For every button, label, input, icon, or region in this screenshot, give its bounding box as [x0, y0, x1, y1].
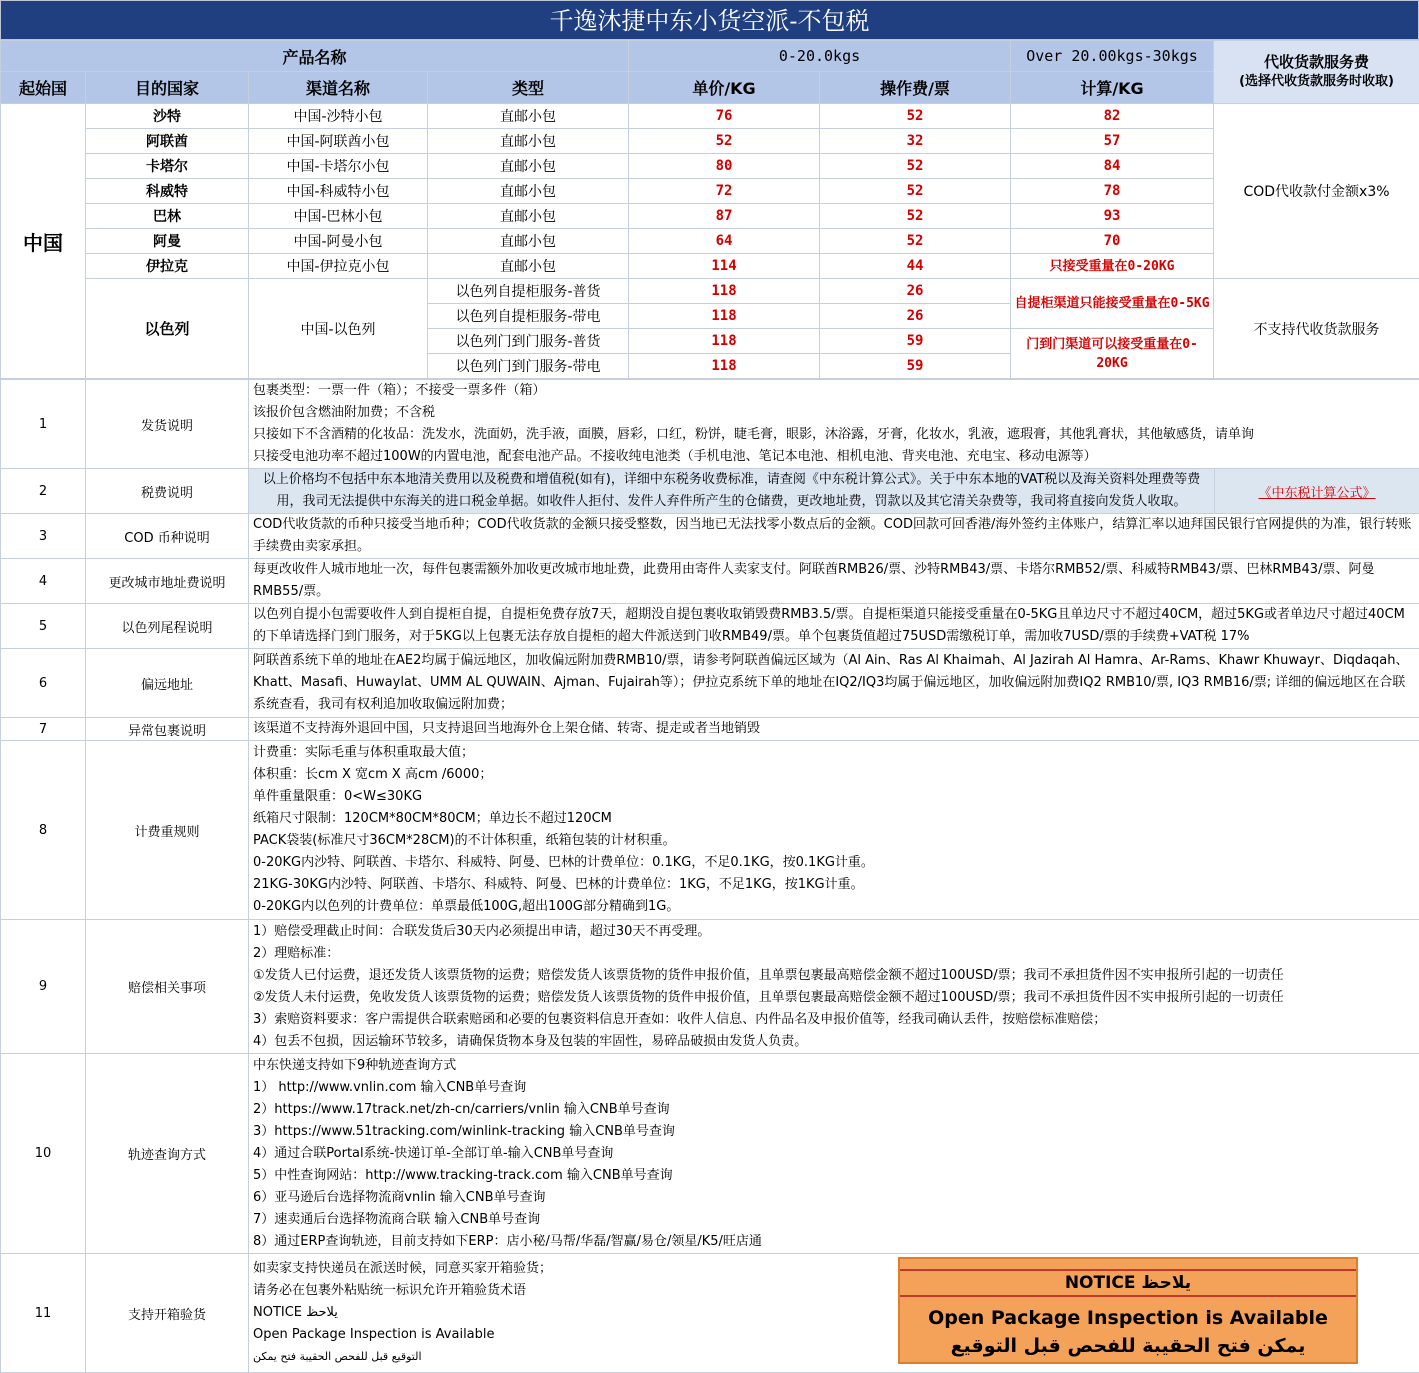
fee-cell: 44	[820, 254, 1011, 279]
israel-door-note: 门到门渠道可以接受重量在0-20KG	[1011, 329, 1214, 379]
note-content	[249, 380, 1419, 469]
type-cell: 以色列门到门服务-带电	[428, 354, 629, 379]
note-line: 单件重量限重：0<W≤30KG	[253, 786, 1415, 808]
note-line: 4）包丢不包损，因运输环节较多，请确保货物本身及包装的牢固性，易碎品破损由发货人负责。	[253, 1031, 1415, 1053]
origin-header: 起始国	[1, 72, 86, 104]
calc-header: 计算/KG	[1011, 72, 1214, 104]
note-line: ①发货人已付运费，退还发货人该票货物的运费；赔偿发货人该票货物的货件申报价值，且单票包裹最高赔偿金额不超过100USD/票；我司不承担货件因不实申报所引起的一切责任	[253, 965, 1415, 987]
fee-cell: 32	[820, 129, 1011, 154]
cod-gulf-cell: COD代收款付金额x3%	[1214, 104, 1419, 279]
note-line: 0-20KG内以色列的计费单位：单票最低100G,超出100G部分精确到1G。	[253, 896, 1415, 918]
note-line: التوقيع قبل للفحص الحقيبة فتح يمكن	[253, 1346, 1415, 1368]
notice-label-sample	[898, 1257, 1358, 1364]
note-line: 只接如下不含酒精的化妆品：洗发水，洗面奶，洗手液，面膜，唇彩，口红，粉饼，睫毛膏，眼影，沐浴露，牙膏，化妆水，乳液，遮瑕膏，其他乳膏状，其他敏感货，请单询	[253, 424, 1415, 446]
note-label: COD 币种说明	[86, 514, 249, 559]
price-cell: 80	[629, 154, 820, 179]
channel-cell: 中国-伊拉克小包	[249, 254, 428, 279]
type-cell: 以色列自提柜服务-普货	[428, 279, 629, 304]
type-cell: 直邮小包	[428, 179, 629, 204]
note-content	[249, 1054, 1419, 1254]
type-cell: 直邮小包	[428, 104, 629, 129]
dest-cell: 巴林	[86, 204, 249, 229]
note-line: 6）亚马逊后台选择物流商vnlin 输入CNB单号查询	[253, 1187, 1415, 1209]
note-line: 体积重：长cm X 宽cm X 高cm /6000；	[253, 764, 1415, 786]
note-line: PACK袋装(标准尺寸36CM*28CM)的不计体积重，纸箱包装的计材积重。	[253, 830, 1415, 852]
note-label: 支持开箱验货	[86, 1254, 249, 1373]
tax-formula-link[interactable]: 《中东税计算公式》	[1215, 469, 1419, 514]
weight-band-1-header: 0-20.0kgs	[629, 41, 1011, 72]
note-number: 9	[1, 920, 86, 1054]
price-cell: 118	[629, 354, 820, 379]
note-label: 以色列尾程说明	[86, 604, 249, 649]
note-label: 发货说明	[86, 380, 249, 469]
note-number: 1	[1, 380, 86, 469]
fee-cell: 26	[820, 279, 1011, 304]
page-title: 千逸沐捷中东小货空派-不包税	[0, 0, 1419, 40]
product-name-header: 产品名称	[1, 41, 629, 72]
note-number: 11	[1, 1254, 86, 1373]
israel-locker-note: 自提柜渠道只能接受重量在0-5KG	[1011, 279, 1214, 329]
note-line: 该报价包含燃油附加费；不含税	[253, 402, 1415, 424]
note-label: 偏远地址	[86, 649, 249, 718]
note-line: 计费重：实际毛重与体积重取最大值；	[253, 742, 1415, 764]
channel-header: 渠道名称	[249, 72, 428, 104]
type-cell: 直邮小包	[428, 204, 629, 229]
dest-cell: 伊拉克	[86, 254, 249, 279]
calc-cell: 57	[1011, 129, 1214, 154]
notice-heading: NOTICE يلاحظ	[900, 1269, 1356, 1297]
note-label: 赔偿相关事项	[86, 920, 249, 1054]
note-line: 4）通过合联Portal系统-快递订单-全部订单-输入CNB单号查询	[253, 1143, 1415, 1165]
tracking-link[interactable]: 1） http://www.vnlin.com 输入CNB单号查询	[253, 1077, 1415, 1099]
type-cell: 直邮小包	[428, 129, 629, 154]
price-cell: 118	[629, 279, 820, 304]
note-line: 8）通过ERP查询轨迹，目前支持如下ERP：店小秘/马帮/华磊/智赢/易仓/领星/K5/旺店通	[253, 1231, 1415, 1253]
dest-cell: 科威特	[86, 179, 249, 204]
note-line: 2）理赔标准：	[253, 943, 1415, 965]
price-cell: 118	[629, 329, 820, 354]
fee-cell: 26	[820, 304, 1011, 329]
channel-cell-israel: 中国-以色列	[249, 279, 428, 379]
price-cell: 52	[629, 129, 820, 154]
note-number: 8	[1, 741, 86, 920]
note-number: 4	[1, 559, 86, 604]
note-line: 只接受电池功率不超过100W的内置电池，配套电池产品。不接收纯电池类（手机电池、笔记本电池、相机电池、背夹电池、充电宝、移动电源等）	[253, 446, 1415, 468]
fee-cell: 52	[820, 229, 1011, 254]
note-line: 3）索赔资料要求：客户需提供合联索赔函和必要的包裹资料信息开查如：收件人信息、内件品名及申报价值等，经我司确认丢件，按赔偿标准赔偿；	[253, 1009, 1415, 1031]
note-content	[249, 741, 1419, 920]
note-content	[249, 920, 1419, 1054]
note-line: ②发货人未付运费，免收发货人该票货物的运费；赔偿发货人该票货物的货件申报价值，且单票包裹最高赔偿金额不超过100USD/票；我司不承担货件因不实申报所引起的一切责任	[253, 987, 1415, 1009]
note-line: 中东快递支持如下9种轨迹查询方式	[253, 1055, 1415, 1077]
note-number: 2	[1, 469, 86, 514]
handling-fee-header: 操作费/票	[820, 72, 1011, 104]
unit-price-header: 单价/KG	[629, 72, 820, 104]
note-number: 6	[1, 649, 86, 718]
note-line: Open Package Inspection is Available	[253, 1324, 1415, 1346]
channel-cell: 中国-科威特小包	[249, 179, 428, 204]
cod-fee-header: 代收货款服务费 (选择代收货款服务时收取)	[1214, 41, 1419, 104]
cod-israel-cell: 不支持代收货款服务	[1214, 279, 1419, 379]
destination-header: 目的国家	[86, 72, 249, 104]
fee-cell: 59	[820, 354, 1011, 379]
note-content: COD代收货款的币种只接受当地币种；COD代收货款的金额只接受整数，因当地已无法找零小数点后的金额。COD回款可回香港/海外签约主体账户，结算汇率以迪拜国民银行官网提供的为准，银行转账手续费由卖家承担。	[249, 514, 1419, 559]
note-number: 7	[1, 718, 86, 741]
note-line: 纸箱尺寸限制：120CM*80CM*80CM；单边长不超过120CM	[253, 808, 1415, 830]
tracking-link[interactable]: 3）https://www.51tracking.com/winlink-tracking 输入CNB单号查询	[253, 1121, 1415, 1143]
note-content: 阿联酋系统下单的地址在AE2均属于偏远地区，加收偏远附加费RMB10/票，请参考阿联酋偏远区域为（Al Ain、Ras Al Khaimah、Al Jazirah Al Hamra、Ar-Rams、Khawr Khuwayr、Diqdaqah、Khatt、Masafi、Huwaylat、UMM AL QUWAIN、Ajman、Fujairah等）；伊拉克系统下单的地址在IQ2/IQ3均属于偏远地区，加收偏远附加费IQ2 RMB10/票, IQ3 RMB16/票; 详细的偏远地区在合联系统查看，我司有权利追加收取偏远附加费；	[249, 649, 1419, 718]
type-cell: 以色列门到门服务-普货	[428, 329, 629, 354]
price-cell: 87	[629, 204, 820, 229]
calc-cell: 70	[1011, 229, 1214, 254]
note-label: 税费说明	[86, 469, 249, 514]
channel-cell: 中国-卡塔尔小包	[249, 154, 428, 179]
note-content: 以上价格均不包括中东本地清关费用以及税费和增值税(如有)，详细中东税务收费标准，请查阅《中东税计算公式》。关于中东本地的VAT税以及海关资料处理费等费用，我司无法提供中东海关的进口税金单据。如收件人拒付、发件人弃件所产生的仓储费，更改地址费，罚款以及其它清关杂费等，我司将直接向发货人收取。	[249, 469, 1215, 514]
dest-cell: 卡塔尔	[86, 154, 249, 179]
price-cell: 76	[629, 104, 820, 129]
calc-cell: 82	[1011, 104, 1214, 129]
note-content	[249, 718, 1419, 741]
notice-main-text: Open Package Inspection is Available	[900, 1305, 1356, 1331]
note-content: 以色列自提小包需要收件人到自提柜自提，自提柜免费存放7天，超期没自提包裹收取销毁费RMB3.5/票。自提柜渠道只能接受重量在0-5KG且单边尺寸不超过40CM，超过5KG或者单边尺寸超过40CM的下单请选择门到门服务，对于5KG以上包裹无法存放自提柜的超大件派送到门收RMB49/票。单个包裹货值超过75USD需缴税订单，需加收7USD/票的手续费+VAT税 17%	[249, 604, 1419, 649]
note-label: 轨迹查询方式	[86, 1054, 249, 1254]
note-line: 包裹类型：一票一件（箱）；不接受一票多件（箱）	[253, 380, 1415, 402]
price-cell: 64	[629, 229, 820, 254]
dest-cell-israel: 以色列	[86, 279, 249, 379]
calc-cell: 78	[1011, 179, 1214, 204]
dest-cell: 阿曼	[86, 229, 249, 254]
notice-arabic-text: يمكن فتح الحقيبة للفحص قبل التوقيع	[900, 1333, 1356, 1359]
note-label: 计费重规则	[86, 741, 249, 920]
weight-band-2-header: Over 20.00kgs-30kgs	[1011, 41, 1214, 72]
type-cell: 直邮小包	[428, 254, 629, 279]
channel-cell: 中国-巴林小包	[249, 204, 428, 229]
tracking-link[interactable]: 5）中性查询网站：http://www.tracking-track.com 输入CNB单号查询	[253, 1165, 1415, 1187]
note-line: 7）速卖通后台选择物流商合联 输入CNB单号查询	[253, 1209, 1415, 1231]
type-cell: 以色列自提柜服务-带电	[428, 304, 629, 329]
fee-cell: 59	[820, 329, 1011, 354]
channel-cell: 中国-沙特小包	[249, 104, 428, 129]
channel-cell: 中国-阿曼小包	[249, 229, 428, 254]
origin-cell: 中国	[1, 104, 86, 379]
type-header: 类型	[428, 72, 629, 104]
note-content: 每更改收件人城市地址一次，每件包裹需额外加收更改城市地址费，此费用由寄件人卖家支付。阿联酋RMB26/票、沙特RMB43/票、卡塔尔RMB52/票、科威特RMB43/票、巴林RMB43/票、阿曼RMB55/票。	[249, 559, 1419, 604]
note-line: 1）赔偿受理截止时间：合联发货后30天内必须提出申请，超过30天不再受理。	[253, 921, 1415, 943]
type-cell: 直邮小包	[428, 154, 629, 179]
tracking-link[interactable]: 2）https://www.17track.net/zh-cn/carriers/vnlin 输入CNB单号查询	[253, 1099, 1415, 1121]
price-cell: 72	[629, 179, 820, 204]
dest-cell: 沙特	[86, 104, 249, 129]
price-cell: 118	[629, 304, 820, 329]
channel-cell: 中国-阿联酋小包	[249, 129, 428, 154]
rate-table	[0, 40, 1419, 379]
fee-cell: 52	[820, 104, 1011, 129]
note-number: 3	[1, 514, 86, 559]
type-cell: 直邮小包	[428, 229, 629, 254]
calc-cell: 84	[1011, 154, 1214, 179]
note-line: NOTICE يلاحظ	[253, 1302, 1415, 1324]
dest-cell: 阿联酋	[86, 129, 249, 154]
fee-cell: 52	[820, 179, 1011, 204]
note-number: 10	[1, 1054, 86, 1254]
note-line: 该渠道不支持海外退回中国，只支持退回当地海外仓上架仓储、转寄、提走或者当地销毁	[253, 718, 1415, 740]
calc-cell: 只接受重量在0-20KG	[1011, 254, 1214, 279]
note-label: 异常包裹说明	[86, 718, 249, 741]
fee-cell: 52	[820, 154, 1011, 179]
note-label: 更改城市地址费说明	[86, 559, 249, 604]
fee-cell: 52	[820, 204, 1011, 229]
note-number: 5	[1, 604, 86, 649]
note-line: 21KG-30KG内沙特、阿联酋、卡塔尔、科威特、阿曼、巴林的计费单位：1KG，不足1KG，按1KG计重。	[253, 874, 1415, 896]
notes-table	[0, 379, 1419, 1373]
note-line: 请务必在包裹外粘贴统一标识允许开箱验货术语	[253, 1280, 1415, 1302]
note-line: 0-20KG内沙特、阿联酋、卡塔尔、科威特、阿曼、巴林的计费单位：0.1KG，不足0.1KG，按0.1KG计重。	[253, 852, 1415, 874]
price-cell: 114	[629, 254, 820, 279]
note-line: 如卖家支持快递员在派送时候，同意买家开箱验货；	[253, 1258, 1415, 1280]
calc-cell: 93	[1011, 204, 1214, 229]
